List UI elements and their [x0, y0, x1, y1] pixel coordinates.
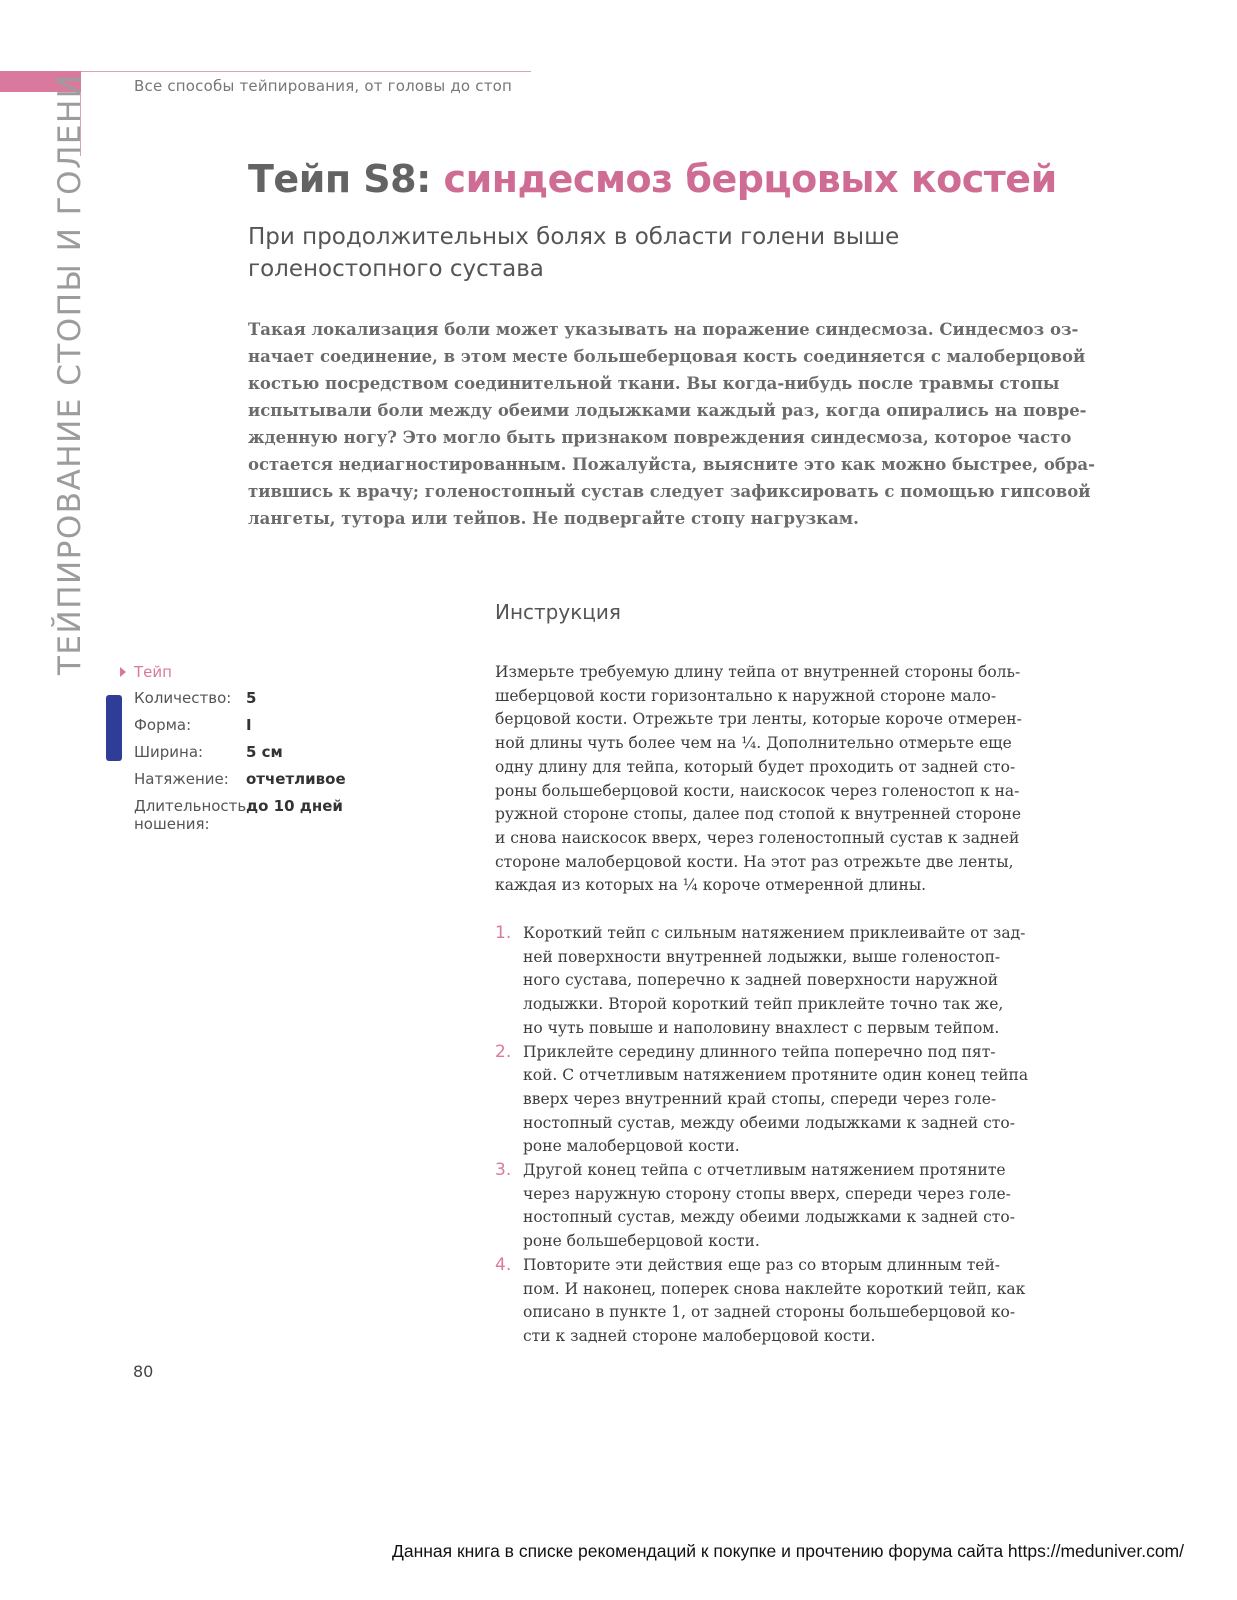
- header-rule: [81, 71, 531, 72]
- vertical-section-title: ТЕЙПИРОВАНИЕ СТОПЫ И ГОЛЕНИ: [52, 73, 88, 675]
- step-line: роне малоберцовой кости.: [523, 1137, 740, 1156]
- intro-line: костью посредством соединительной ткани. Вы когда-нибудь после травмы стопы: [248, 374, 1060, 393]
- step-number: 1.: [495, 923, 512, 943]
- subtitle-line: голеностопного сустава: [248, 256, 544, 282]
- info-label: [134, 797, 246, 833]
- tape-info-heading: Тейп: [134, 663, 172, 681]
- step-line: ностопный сустав, между обеими лодыжками к задней сто-: [523, 1208, 1015, 1227]
- info-value: до 10 дней: [246, 797, 343, 815]
- info-row-width: [134, 743, 346, 761]
- step-line: Другой конец тейпа с отчетливым натяжением протяните: [523, 1161, 1006, 1180]
- triangle-bullet-icon: [120, 667, 126, 677]
- step-line: ностопный сустав, между обеими лодыжками к задней сто-: [523, 1113, 1015, 1132]
- instruction-line: одну длину для тейпа, который будет проходить от задней сто-: [495, 757, 1016, 776]
- tape-color-marker: [106, 695, 122, 761]
- footer-note: Данная книга в списке рекомендаций к покупке и прочтению форума сайта https://meduniver.com/: [391, 1541, 1184, 1561]
- intro-line: начает соединение, в этом месте большеберцовая кость соединяется с малоберцовой: [248, 347, 1086, 366]
- step-number: 4.: [495, 1254, 512, 1275]
- step-line: через наружную сторону стопы вверх, спереди через голе-: [523, 1184, 1011, 1203]
- instruction-line: стороне малоберцовой кости. На этот раз отрежьте две ленты,: [495, 852, 1014, 871]
- step-line: пом. И наконец, поперек снова наклейте короткий тейп, как: [523, 1279, 1026, 1298]
- page-number: 80: [133, 1362, 154, 1381]
- step-line: описано в пункте 1, от задней стороны большеберцовой ко-: [523, 1303, 1016, 1322]
- tape-topic: синдесмоз берцовых костей: [443, 157, 1057, 201]
- page-title: [248, 157, 1057, 201]
- step-line: кой. С отчетливым натяжением протяните один конец тейпа: [523, 1066, 1029, 1085]
- running-head: Все способы тейпирования, от головы до стоп: [134, 77, 513, 95]
- steps-list: [495, 922, 1055, 1349]
- step-line: ней поверхности внутренней лодыжки, выше голеностоп-: [523, 947, 1001, 966]
- tape-code: Тейп S8:: [248, 157, 431, 201]
- intro-paragraph: [248, 316, 1095, 532]
- info-value: отчетливое: [246, 770, 346, 788]
- step-line: вверх через внутренний край стопы, спереди через голе-: [523, 1089, 997, 1108]
- info-label: Ширина:: [134, 743, 204, 761]
- info-row-tension: [134, 770, 346, 788]
- intro-line: остается недиагностированным. Пожалуйста, выясните это как можно быстрее, обра-: [248, 455, 1095, 474]
- instruction-line: роны большеберцовой кости, наискосок через голеностоп к на-: [495, 781, 1020, 800]
- info-value: I: [246, 716, 252, 734]
- instruction-line: берцовой кости. Отрежьте три ленты, которые короче отмерен-: [495, 710, 1022, 729]
- info-value: 5 см: [246, 743, 283, 761]
- step-item: [495, 1159, 1055, 1254]
- instruction-line: Измерьте требуемую длину тейпа от внутренней стороны боль-: [495, 663, 1021, 681]
- instruction-line: шеберцовой кости горизонтально к наружной стороне мало-: [495, 686, 997, 705]
- step-line: но чуть повыше и наполовину внахлест с первым тейпом.: [523, 1018, 1000, 1037]
- step-line: Приклейте середину длинного тейпа поперечно под пят-: [523, 1042, 996, 1061]
- step-number: 3.: [495, 1160, 512, 1181]
- step-item: [495, 1254, 1055, 1349]
- info-row-quantity: [134, 689, 346, 707]
- intro-line: лангеты, тутора или тейпов. Не подвергайте стопу нагрузкам.: [248, 509, 859, 528]
- tape-info-table: [134, 689, 346, 842]
- step-line: ного сустава, поперечно к задней поверхности наружной: [523, 971, 999, 990]
- info-row-shape: [134, 716, 346, 734]
- step-line: сти к задней стороне малоберцовой кости.: [523, 1326, 876, 1345]
- instruction-line: каждая из которых на ¼ короче отмеренной длины.: [495, 876, 927, 895]
- step-number: 2.: [495, 1041, 512, 1062]
- intro-line: жденную ногу? Это могло быть признаком повреждения синдесмоза, которое часто: [248, 428, 1072, 447]
- info-label-line: Длительность: [134, 797, 247, 815]
- instruction-line: и снова наискосок вверх, через голеностопный сустав к задней: [495, 828, 1020, 847]
- info-value: 5: [246, 689, 257, 707]
- instruction-heading: Инструкция: [495, 600, 621, 624]
- page-subtitle: [248, 221, 968, 285]
- info-row-duration: [134, 797, 346, 833]
- info-label: Натяжение:: [134, 770, 229, 788]
- intro-line: Такая локализация боли может указывать на поражение синдесмоза. Синдесмоз оз-: [248, 320, 1079, 339]
- step-line: Короткий тейп с сильным натяжением приклеивайте от зад-: [523, 924, 1026, 942]
- step-item: [495, 922, 1055, 1041]
- step-line: лодыжки. Второй короткий тейп приклейте точно так же,: [523, 995, 1004, 1014]
- info-label-line: ношения:: [134, 815, 210, 833]
- step-line: Повторите эти действия еще раз со вторым длинным тей-: [523, 1255, 1001, 1274]
- step-item: [495, 1041, 1055, 1160]
- info-label: Количество:: [134, 689, 232, 707]
- intro-line: тившись к врачу; голеностопный сустав следует зафиксировать с помощью гипсовой: [248, 482, 1091, 501]
- instruction-paragraph: [495, 661, 1055, 898]
- instruction-line: ружной стороне стопы, далее под стопой к внутренней стороне: [495, 805, 1022, 824]
- instruction-line: ной длины чуть более чем на ¼. Дополнительно отмерьте еще: [495, 734, 1012, 753]
- intro-line: испытывали боли между обеими лодыжками каждый раз, когда опирались на повре-: [248, 401, 1087, 420]
- info-label: Форма:: [134, 716, 192, 734]
- subtitle-line: При продолжительных болях в области голени выше: [248, 224, 900, 250]
- step-line: роне большеберцовой кости.: [523, 1232, 760, 1251]
